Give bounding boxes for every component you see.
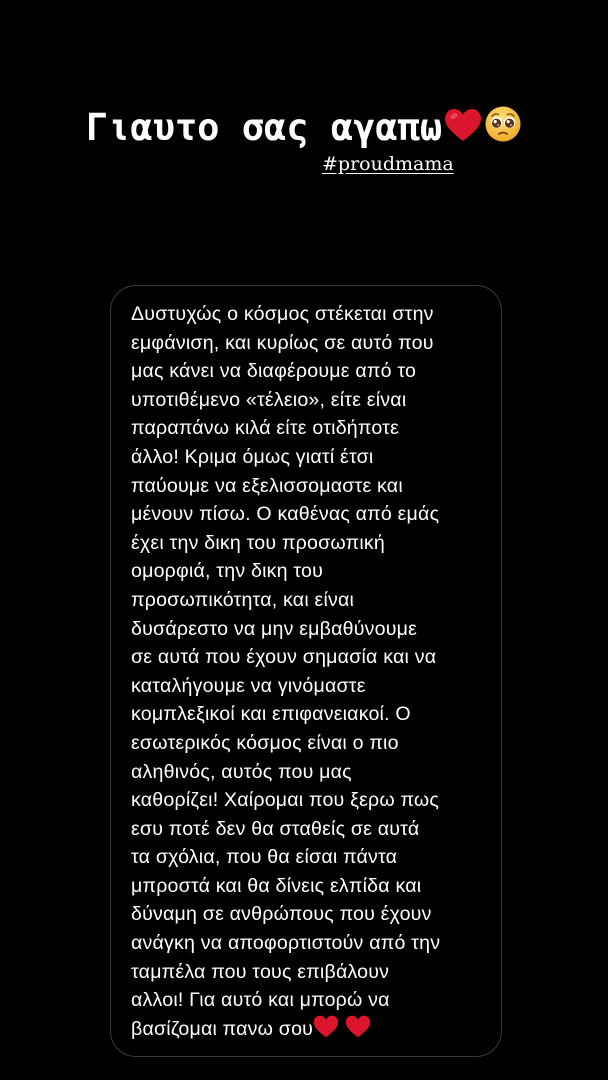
hashtag-link[interactable]: #proudmama xyxy=(322,153,454,175)
pleading-face-icon xyxy=(484,105,522,155)
red-heart-icon xyxy=(444,106,482,154)
message-box xyxy=(110,285,502,1057)
message-text: Δυστυχώς ο κόσμος στέκεται στην εμφάνιση, και κυρίως σε αυτό που μας κάνει να διαφέρουμε από το υποτιθέμενο «τέλειο», είτε είναι παραπάνω κιλά είτε οτιδήποτε άλλο! Κριμα όμως γιατί έτσι παύουμε να εξελισσομαστε και μένουν πίσω. Ο καθένας από εμάς έχει την δικη του προσωπική ομορφιά, την δικη του προσωπικότητα, και είναι δυσάρεστο να μην εμβαθύνουμε σε αυτά που έχουν σημασία και να καταλήγουμε να γινόμαστε κομπλεξικοί και επιφανειακοί. Ο εσωτερικός κόσμος είναι ο πιο αληθινός, αυτός που μας καθορίζει! Χαίρομαι που ξερω πως εσυ ποτέ δεν θα σταθείς σε αυτά τα σχόλια, που θα είσαι πάντα μπροστά και θα δίνεις ελπίδα και δύναμη σε ανθρώπους που έχουν ανάγκη να αποφορτιστούν από την ταμπέλα που τους επιβάλουν αλλοι! Για αυτό και μπορώ να βασίζομαι πανω σου xyxy=(131,303,441,1040)
red-heart-icon xyxy=(313,1015,339,1047)
red-heart-icon xyxy=(345,1015,371,1047)
message-text-block xyxy=(131,300,483,1046)
story-title-text: Γιαυτο σας αγαπω xyxy=(85,106,443,149)
story-title xyxy=(0,104,608,155)
